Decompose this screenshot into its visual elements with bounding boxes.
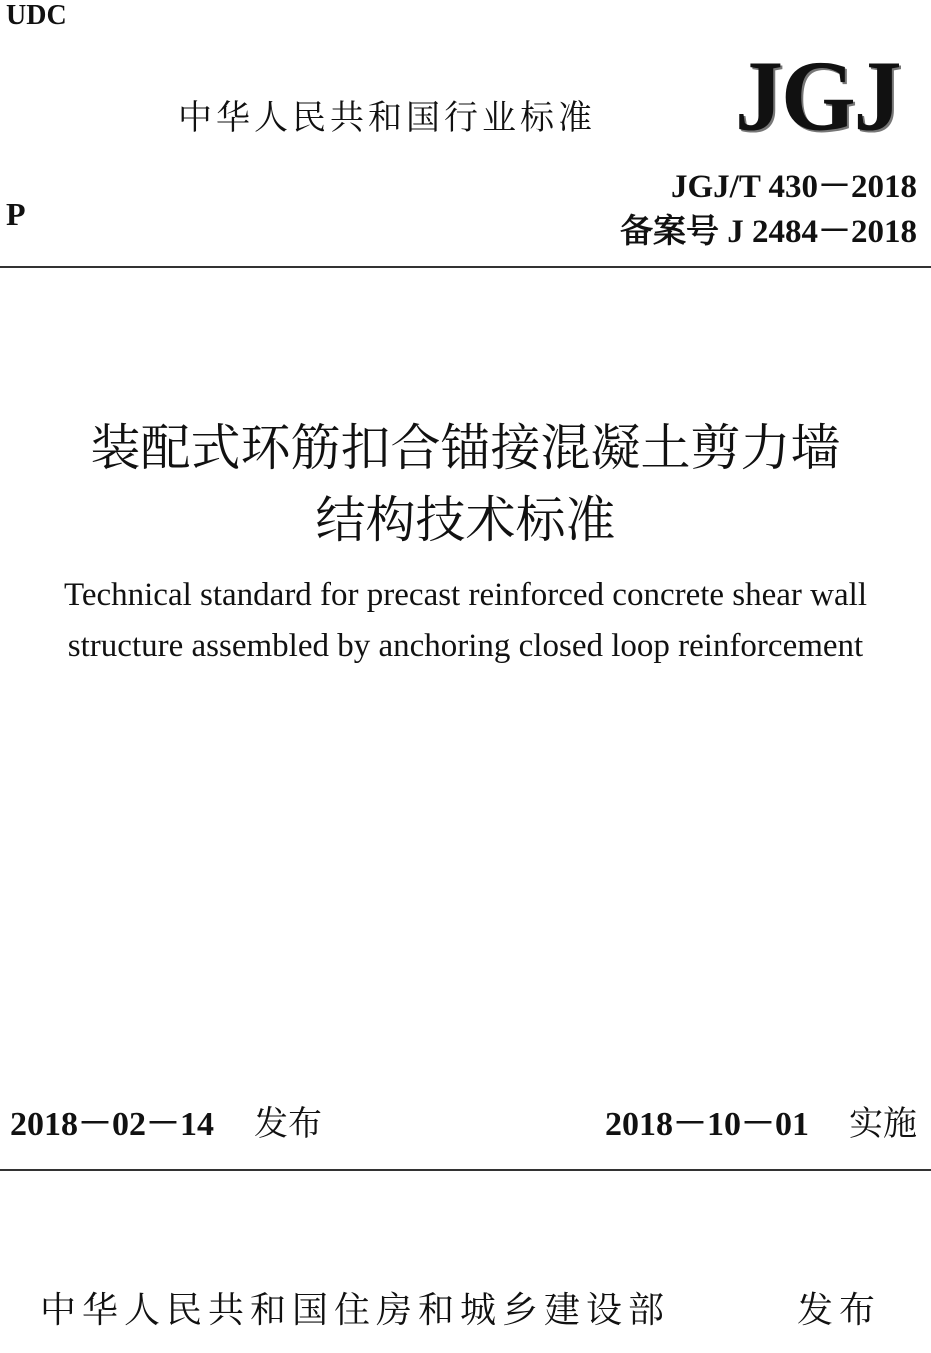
title-cn-line2: 结构技术标准 <box>315 491 616 549</box>
issue-date <box>10 1096 322 1145</box>
implement-date <box>605 1096 917 1145</box>
implement-label: 实施 <box>849 1104 917 1144</box>
publisher: 中华人民共和国住房和城乡建设部 <box>40 1290 671 1331</box>
title-chinese <box>0 412 931 556</box>
title-english: Technical standard for precast reinforced concrete shear wall structure assembled by anchoring closed loop reinforcement <box>63 577 867 664</box>
issue-label: 发布 <box>254 1104 322 1144</box>
record-number: 备案号 J 2484－2018 <box>620 214 917 250</box>
standard-category: 中华人民共和国行业标准 <box>178 98 596 138</box>
issue-date-value: 2018－02－14 <box>10 1106 214 1143</box>
standard-code: JGJ/T 430－2018 <box>670 169 917 205</box>
classification-label: P <box>6 196 26 232</box>
publish-action: 发布 <box>796 1290 881 1331</box>
udc-label: UDC <box>6 0 67 31</box>
top-divider <box>0 266 931 268</box>
jgj-logo: JGJ <box>735 39 900 152</box>
title-cn-line1: 装配式环筋扣合锚接混凝土剪力墙 <box>90 419 841 477</box>
implement-date-value: 2018－10－01 <box>605 1106 809 1143</box>
bottom-divider <box>0 1169 931 1171</box>
